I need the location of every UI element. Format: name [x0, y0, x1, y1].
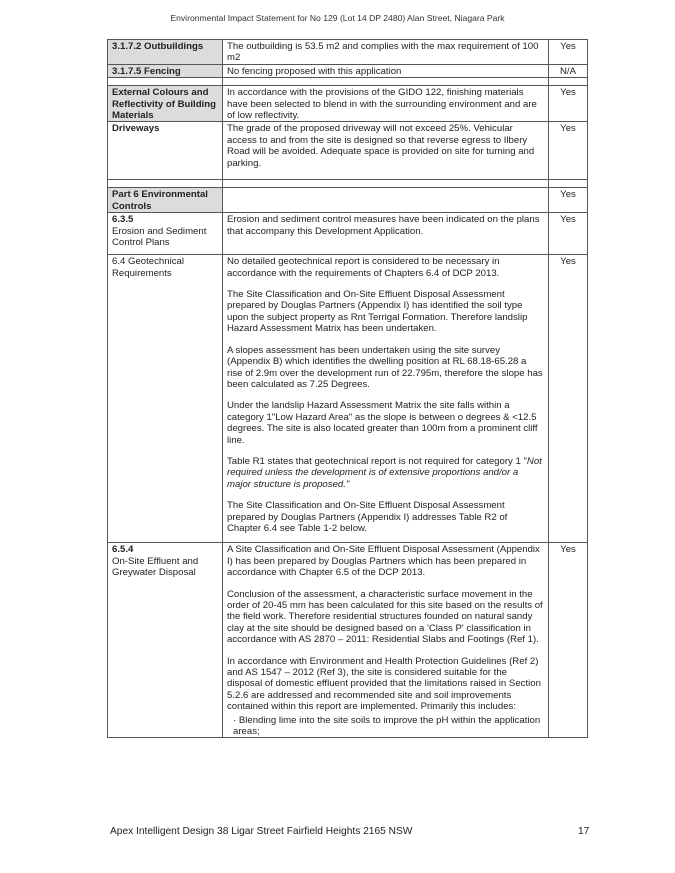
row-label-code: 6.5.4	[112, 544, 134, 556]
page-number: 17	[578, 826, 590, 837]
row-label: Part 6 Environmental Controls	[108, 188, 223, 213]
row-description: A Site Classification and On-Site Effluent Disposal Assessment (Appendix I) has been prepared by Douglas Partners which has been prepared in accordance with Chapter 6.5 of the DCP 2013. Conclusion of the assessment, a characteristic surface movement in the order of 20-45 mm has been calculated for this site based on the results of the field work. Therefore residential structures founded on natural sandy clay at the site should be designed based on a 'Class P' classification in accordance with AS 2870 – 2011: Residential Slabs and Footings (Ref 1). In accordance with Environment and Health Protection Guidelines (Ref 2) and AS 1547 – 2012 (Ref 3), the site is considered suitable for the disposal of domestic effluent provided that the limitations raised in Section 5.2.6 are addressed and recommended site and soil improvements contained within this report are implemented. Primarily this includes: · Blending lime into the site soils to improve the pH within the application areas;	[223, 543, 549, 738]
row-compliance: N/A	[549, 64, 588, 77]
row-compliance: Yes	[549, 188, 588, 213]
bullet-item: · Blending lime into the site soils to improve the pH within the application areas;	[233, 714, 541, 738]
table-row	[108, 213, 588, 255]
row-label-sub: On-Site Effluent and Greywater Disposal	[112, 555, 199, 579]
table-row	[108, 122, 588, 180]
row-label: 3.1.7.5 Fencing	[108, 64, 223, 77]
row-label: 6.4 Geotechnical Requirements	[108, 255, 223, 543]
row-description	[223, 188, 549, 213]
row-description: In accordance with the provisions of the GIDO 122, finishing materials have been selected to blend in with the surrounding environment and are of low reflectivity.	[223, 86, 549, 122]
row-label	[108, 213, 223, 255]
table-row	[108, 543, 588, 738]
row-compliance: Yes	[549, 543, 588, 738]
row-description: No fencing proposed with this application	[223, 64, 549, 77]
row-description: Erosion and sediment control measures have been indicated on the plans that accompany this Development Application.	[223, 213, 549, 255]
row-description: The grade of the proposed driveway will not exceed 25%. Vehicular access to and from the site is designed so that reverse egress to Ilbery Road will be avoided. Adequate space is provided on site for turning and parking.	[223, 122, 549, 180]
row-description: The outbuilding is 53.5 m2 and complies with the max requirement of 100 m2	[223, 40, 549, 65]
row-label: 3.1.7.2 Outbuildings	[108, 40, 223, 65]
row-label	[108, 543, 223, 738]
row-compliance: Yes	[549, 122, 588, 180]
table-row	[108, 255, 588, 543]
row-compliance: Yes	[549, 213, 588, 255]
table-row	[108, 188, 588, 213]
table-row	[108, 86, 588, 122]
row-compliance: Yes	[549, 255, 588, 543]
spacer-row	[108, 78, 588, 86]
row-compliance: Yes	[549, 40, 588, 65]
table-row	[108, 64, 588, 77]
row-compliance: Yes	[549, 86, 588, 122]
table-row	[108, 40, 588, 65]
row-label-sub: Erosion and Sediment Control Plans	[112, 225, 207, 249]
compliance-table	[107, 39, 588, 738]
row-label: Driveways	[108, 122, 223, 180]
row-description: No detailed geotechnical report is considered to be necessary in accordance with the requirements of Chapters 6.4 of DCP 2013. The Site Classification and On-Site Effluent Disposal Assessment prepared by Douglas Partners (Appendix I) has identified the soil type upon the subject property as Rnt Terrigal Formation. Therefore landslip Hazard Assessment Matrix has been undertaken. A slopes assessment has been undertaken using the site survey (Appendix B) which identifies the dwelling position at RL 68.18-65.28 a rise of 2.9m over the development run of 22.795m, therefore the slope has been calculated as 7.25 Degrees. Under the landslip Hazard Assessment Matrix the site falls within a category 1"Low Hazard Area" as the slope is between o degrees & <12.5 degrees. The site is also located greater than 100m from a prominent cliff line. Table R1 states that geotechnical report is not required for category 1 "Not required unless the development is of extensive proportions and/or a major structure is proposed." The Site Classification and On-Site Effluent Disposal Assessment prepared by Douglas Partners (Appendix I) addresses Table R2 of Chapter 6.4 see Table 1-2 below.	[223, 255, 549, 543]
footer-company: Apex Intelligent Design 38 Ligar Street Fairfield Heights 2165 NSW	[110, 826, 413, 837]
page-header: Environmental Impact Statement for No 129 (Lot 14 DP 2480) Alan Street, Niagara Park	[170, 13, 505, 23]
row-label: External Colours and Reflectivity of Building Materials	[108, 86, 223, 122]
row-label-code: 6.3.5	[112, 214, 134, 226]
spacer-row	[108, 180, 588, 188]
